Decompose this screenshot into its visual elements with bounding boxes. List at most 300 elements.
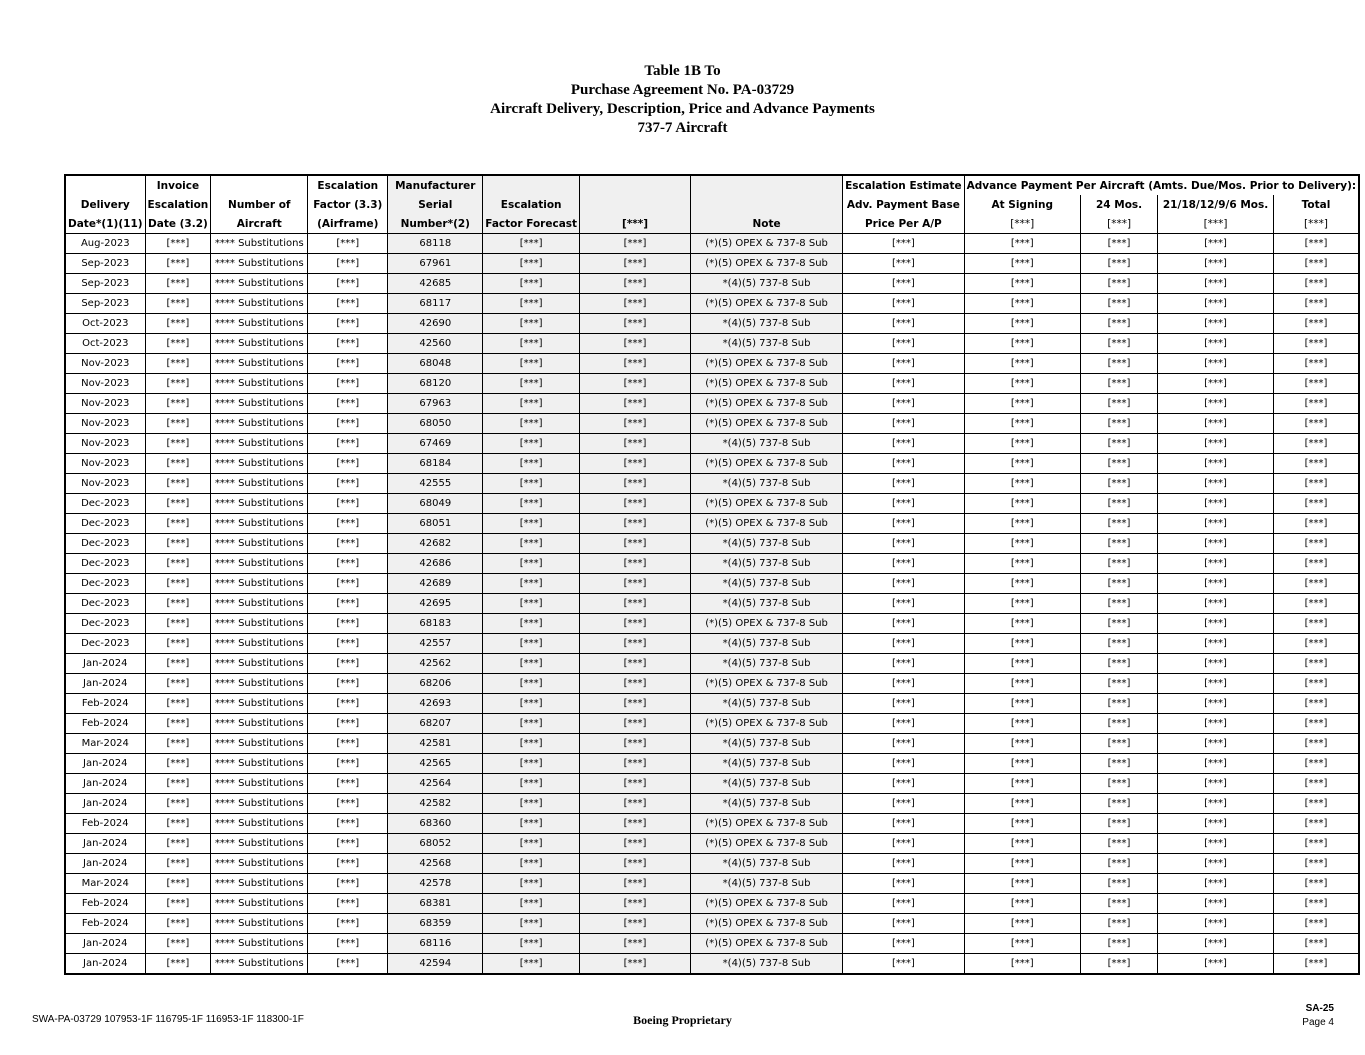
number-of-aircraft-cell: **** Substitutions	[211, 874, 308, 894]
escalation-estimate-cell: [***]	[843, 674, 965, 694]
at-signing-cell: [***]	[964, 414, 1080, 434]
invoice-escalation-cell: [***]	[145, 774, 211, 794]
number-of-aircraft-cell: **** Substitutions	[211, 854, 308, 874]
delivery-date-cell: Mar-2024	[65, 874, 145, 894]
number-of-aircraft-cell: **** Substitutions	[211, 954, 308, 975]
total-cell: [***]	[1273, 914, 1359, 934]
21-18-12-9-6-mos-cell: [***]	[1158, 894, 1274, 914]
escalation-estimate-cell: [***]	[843, 334, 965, 354]
header-factor-3: (Airframe)	[308, 214, 388, 234]
21-18-12-9-6-mos-cell: [***]	[1158, 694, 1274, 714]
invoice-escalation-cell: [***]	[145, 694, 211, 714]
header-row-2	[65, 195, 1359, 214]
escalation-estimate-cell: [***]	[843, 254, 965, 274]
header-serial-3: Number*(2)	[388, 214, 483, 234]
24-mos-cell: [***]	[1080, 954, 1157, 975]
number-of-aircraft-cell: **** Substitutions	[211, 794, 308, 814]
number-of-aircraft-cell: **** Substitutions	[211, 774, 308, 794]
note-cell: (*)(5) OPEX & 737-8 Sub	[691, 934, 843, 954]
invoice-escalation-cell: [***]	[145, 454, 211, 474]
number-of-aircraft-cell: **** Substitutions	[211, 614, 308, 634]
invoice-escalation-cell: [***]	[145, 594, 211, 614]
serial-number-cell: 68360	[388, 814, 483, 834]
delivery-date-cell: Dec-2023	[65, 554, 145, 574]
redacted-cell: [***]	[580, 634, 691, 654]
serial-number-cell: 68184	[388, 454, 483, 474]
at-signing-cell: [***]	[964, 294, 1080, 314]
delivery-date-cell: Mar-2024	[65, 734, 145, 754]
delivery-date-cell: Nov-2023	[65, 374, 145, 394]
table-row	[65, 474, 1359, 494]
escalation-estimate-cell: [***]	[843, 534, 965, 554]
escalation-forecast-cell: [***]	[483, 474, 580, 494]
note-cell: *(4)(5) 737-8 Sub	[691, 774, 843, 794]
escalation-forecast-cell: [***]	[483, 794, 580, 814]
redacted-cell: [***]	[580, 914, 691, 934]
document-title	[0, 62, 1365, 138]
invoice-escalation-cell: [***]	[145, 254, 211, 274]
escalation-estimate-cell: [***]	[843, 854, 965, 874]
escalation-factor-cell: [***]	[308, 434, 388, 454]
21-18-12-9-6-mos-cell: [***]	[1158, 814, 1274, 834]
21-18-12-9-6-mos-cell: [***]	[1158, 234, 1274, 254]
note-cell: *(4)(5) 737-8 Sub	[691, 634, 843, 654]
note-cell: *(4)(5) 737-8 Sub	[691, 854, 843, 874]
21-18-12-9-6-mos-cell: [***]	[1158, 614, 1274, 634]
note-cell: *(4)(5) 737-8 Sub	[691, 954, 843, 975]
header-number-2: Number of	[211, 195, 308, 214]
at-signing-cell: [***]	[964, 474, 1080, 494]
serial-number-cell: 42685	[388, 274, 483, 294]
note-cell: (*)(5) OPEX & 737-8 Sub	[691, 414, 843, 434]
at-signing-cell: [***]	[964, 354, 1080, 374]
invoice-escalation-cell: [***]	[145, 514, 211, 534]
redacted-cell: [***]	[580, 874, 691, 894]
escalation-forecast-cell: [***]	[483, 714, 580, 734]
escalation-factor-cell: [***]	[308, 814, 388, 834]
escalation-estimate-cell: [***]	[843, 874, 965, 894]
escalation-estimate-cell: [***]	[843, 494, 965, 514]
header-21-18-12-9-6-mos-value: [***]	[1158, 214, 1274, 234]
24-mos-cell: [***]	[1080, 454, 1157, 474]
escalation-forecast-cell: [***]	[483, 294, 580, 314]
24-mos-cell: [***]	[1080, 554, 1157, 574]
number-of-aircraft-cell: **** Substitutions	[211, 534, 308, 554]
escalation-estimate-cell: [***]	[843, 274, 965, 294]
at-signing-cell: [***]	[964, 254, 1080, 274]
escalation-factor-cell: [***]	[308, 674, 388, 694]
24-mos-cell: [***]	[1080, 634, 1157, 654]
table-row	[65, 914, 1359, 934]
21-18-12-9-6-mos-cell: [***]	[1158, 254, 1274, 274]
footer-proprietary-label: Boeing Proprietary	[633, 1013, 732, 1027]
invoice-escalation-cell: [***]	[145, 834, 211, 854]
serial-number-cell: 68116	[388, 934, 483, 954]
at-signing-cell: [***]	[964, 334, 1080, 354]
escalation-forecast-cell: [***]	[483, 694, 580, 714]
escalation-factor-cell: [***]	[308, 614, 388, 634]
table-row	[65, 714, 1359, 734]
serial-number-cell: 42581	[388, 734, 483, 754]
escalation-factor-cell: [***]	[308, 294, 388, 314]
number-of-aircraft-cell: **** Substitutions	[211, 634, 308, 654]
invoice-escalation-cell: [***]	[145, 714, 211, 734]
24-mos-cell: [***]	[1080, 374, 1157, 394]
number-of-aircraft-cell: **** Substitutions	[211, 314, 308, 334]
header-21-18-12-9-6-mos: 21/18/12/9/6 Mos.	[1158, 195, 1274, 214]
delivery-date-cell: Jan-2024	[65, 834, 145, 854]
number-of-aircraft-cell: **** Substitutions	[211, 374, 308, 394]
total-cell: [***]	[1273, 754, 1359, 774]
escalation-estimate-cell: [***]	[843, 654, 965, 674]
at-signing-cell: [***]	[964, 434, 1080, 454]
note-cell: *(4)(5) 737-8 Sub	[691, 534, 843, 554]
escalation-estimate-cell: [***]	[843, 414, 965, 434]
serial-number-cell: 42568	[388, 854, 483, 874]
escalation-factor-cell: [***]	[308, 354, 388, 374]
table-row	[65, 534, 1359, 554]
note-cell: *(4)(5) 737-8 Sub	[691, 794, 843, 814]
note-cell: *(4)(5) 737-8 Sub	[691, 274, 843, 294]
redacted-cell: [***]	[580, 754, 691, 774]
note-cell: (*)(5) OPEX & 737-8 Sub	[691, 394, 843, 414]
escalation-factor-cell: [***]	[308, 914, 388, 934]
number-of-aircraft-cell: **** Substitutions	[211, 654, 308, 674]
escalation-forecast-cell: [***]	[483, 454, 580, 474]
24-mos-cell: [***]	[1080, 674, 1157, 694]
escalation-estimate-cell: [***]	[843, 814, 965, 834]
header-forecast-3: Factor Forecast	[483, 214, 580, 234]
redacted-cell: [***]	[580, 854, 691, 874]
redacted-cell: [***]	[580, 474, 691, 494]
at-signing-cell: [***]	[964, 894, 1080, 914]
total-cell: [***]	[1273, 834, 1359, 854]
serial-number-cell: 42686	[388, 554, 483, 574]
total-cell: [***]	[1273, 294, 1359, 314]
21-18-12-9-6-mos-cell: [***]	[1158, 874, 1274, 894]
serial-number-cell: 42582	[388, 794, 483, 814]
note-cell: *(4)(5) 737-8 Sub	[691, 434, 843, 454]
redacted-cell: [***]	[580, 514, 691, 534]
escalation-estimate-cell: [***]	[843, 554, 965, 574]
21-18-12-9-6-mos-cell: [***]	[1158, 374, 1274, 394]
header-redacted-3: [***]	[580, 214, 691, 234]
invoice-escalation-cell: [***]	[145, 754, 211, 774]
at-signing-cell: [***]	[964, 654, 1080, 674]
escalation-factor-cell: [***]	[308, 534, 388, 554]
at-signing-cell: [***]	[964, 614, 1080, 634]
table-row	[65, 414, 1359, 434]
delivery-date-cell: Dec-2023	[65, 494, 145, 514]
escalation-estimate-cell: [***]	[843, 594, 965, 614]
redacted-cell: [***]	[580, 594, 691, 614]
at-signing-cell: [***]	[964, 814, 1080, 834]
delivery-date-cell: Jan-2024	[65, 854, 145, 874]
header-note-2	[691, 195, 843, 214]
redacted-cell: [***]	[580, 454, 691, 474]
number-of-aircraft-cell: **** Substitutions	[211, 274, 308, 294]
redacted-cell: [***]	[580, 334, 691, 354]
at-signing-cell: [***]	[964, 534, 1080, 554]
redacted-cell: [***]	[580, 714, 691, 734]
escalation-estimate-cell: [***]	[843, 394, 965, 414]
delivery-date-cell: Jan-2024	[65, 774, 145, 794]
serial-number-cell: 68117	[388, 294, 483, 314]
header-serial-1: Manufacturer	[388, 175, 483, 195]
escalation-factor-cell: [***]	[308, 254, 388, 274]
redacted-cell: [***]	[580, 314, 691, 334]
invoice-escalation-cell: [***]	[145, 234, 211, 254]
at-signing-cell: [***]	[964, 494, 1080, 514]
number-of-aircraft-cell: **** Substitutions	[211, 894, 308, 914]
escalation-forecast-cell: [***]	[483, 914, 580, 934]
21-18-12-9-6-mos-cell: [***]	[1158, 514, 1274, 534]
table-row	[65, 894, 1359, 914]
delivery-date-cell: Dec-2023	[65, 634, 145, 654]
header-number-1	[211, 175, 308, 195]
invoice-escalation-cell: [***]	[145, 894, 211, 914]
table-row	[65, 694, 1359, 714]
total-cell: [***]	[1273, 954, 1359, 975]
24-mos-cell: [***]	[1080, 914, 1157, 934]
at-signing-cell: [***]	[964, 514, 1080, 534]
21-18-12-9-6-mos-cell: [***]	[1158, 794, 1274, 814]
escalation-factor-cell: [***]	[308, 314, 388, 334]
serial-number-cell: 42578	[388, 874, 483, 894]
24-mos-cell: [***]	[1080, 574, 1157, 594]
table-row	[65, 294, 1359, 314]
escalation-estimate-cell: [***]	[843, 794, 965, 814]
table-row	[65, 594, 1359, 614]
invoice-escalation-cell: [***]	[145, 854, 211, 874]
serial-number-cell: 68183	[388, 614, 483, 634]
24-mos-cell: [***]	[1080, 894, 1157, 914]
note-cell: (*)(5) OPEX & 737-8 Sub	[691, 354, 843, 374]
serial-number-cell: 42682	[388, 534, 483, 554]
delivery-date-cell: Oct-2023	[65, 314, 145, 334]
escalation-forecast-cell: [***]	[483, 634, 580, 654]
header-row-1	[65, 175, 1359, 195]
delivery-date-cell: Nov-2023	[65, 434, 145, 454]
redacted-cell: [***]	[580, 234, 691, 254]
redacted-cell: [***]	[580, 794, 691, 814]
invoice-escalation-cell: [***]	[145, 274, 211, 294]
at-signing-cell: [***]	[964, 914, 1080, 934]
header-note-3: Note	[691, 214, 843, 234]
escalation-estimate-cell: [***]	[843, 514, 965, 534]
21-18-12-9-6-mos-cell: [***]	[1158, 314, 1274, 334]
table-row	[65, 234, 1359, 254]
header-advance-payment-group: Advance Payment Per Aircraft (Amts. Due/Mos. Prior to Delivery):	[964, 175, 1359, 195]
21-18-12-9-6-mos-cell: [***]	[1158, 714, 1274, 734]
header-forecast-2: Escalation	[483, 195, 580, 214]
escalation-factor-cell: [***]	[308, 414, 388, 434]
invoice-escalation-cell: [***]	[145, 814, 211, 834]
delivery-date-cell: Jan-2024	[65, 654, 145, 674]
note-cell: (*)(5) OPEX & 737-8 Sub	[691, 814, 843, 834]
footer-document-reference: SWA-PA-03729 107953-1F 116795-1F 116953-1F 118300-1F	[32, 1014, 304, 1025]
escalation-factor-cell: [***]	[308, 374, 388, 394]
table-row	[65, 794, 1359, 814]
24-mos-cell: [***]	[1080, 254, 1157, 274]
21-18-12-9-6-mos-cell: [***]	[1158, 634, 1274, 654]
total-cell: [***]	[1273, 894, 1359, 914]
invoice-escalation-cell: [***]	[145, 314, 211, 334]
table-row	[65, 754, 1359, 774]
header-factor-2: Factor (3.3)	[308, 195, 388, 214]
escalation-factor-cell: [***]	[308, 514, 388, 534]
table-row	[65, 394, 1359, 414]
at-signing-cell: [***]	[964, 834, 1080, 854]
invoice-escalation-cell: [***]	[145, 474, 211, 494]
escalation-forecast-cell: [***]	[483, 654, 580, 674]
redacted-cell: [***]	[580, 614, 691, 634]
escalation-forecast-cell: [***]	[483, 334, 580, 354]
number-of-aircraft-cell: **** Substitutions	[211, 514, 308, 534]
header-estimate-1: Escalation Estimate	[843, 175, 965, 195]
total-cell: [***]	[1273, 694, 1359, 714]
header-estimate-2: Adv. Payment Base	[843, 195, 965, 214]
escalation-forecast-cell: [***]	[483, 534, 580, 554]
escalation-forecast-cell: [***]	[483, 394, 580, 414]
escalation-forecast-cell: [***]	[483, 674, 580, 694]
delivery-date-cell: Sep-2023	[65, 294, 145, 314]
escalation-factor-cell: [***]	[308, 694, 388, 714]
title-line-3: Aircraft Delivery, Description, Price and Advance Payments	[490, 101, 875, 117]
title-line-1: Table 1B To	[644, 63, 721, 79]
note-cell: *(4)(5) 737-8 Sub	[691, 734, 843, 754]
escalation-factor-cell: [***]	[308, 554, 388, 574]
note-cell: (*)(5) OPEX & 737-8 Sub	[691, 714, 843, 734]
delivery-date-cell: Jan-2024	[65, 954, 145, 975]
delivery-date-cell: Feb-2024	[65, 914, 145, 934]
total-cell: [***]	[1273, 554, 1359, 574]
note-cell: (*)(5) OPEX & 737-8 Sub	[691, 914, 843, 934]
escalation-forecast-cell: [***]	[483, 274, 580, 294]
note-cell: *(4)(5) 737-8 Sub	[691, 654, 843, 674]
total-cell: [***]	[1273, 274, 1359, 294]
header-redacted-2	[580, 195, 691, 214]
24-mos-cell: [***]	[1080, 934, 1157, 954]
24-mos-cell: [***]	[1080, 714, 1157, 734]
number-of-aircraft-cell: **** Substitutions	[211, 714, 308, 734]
escalation-estimate-cell: [***]	[843, 454, 965, 474]
24-mos-cell: [***]	[1080, 794, 1157, 814]
delivery-date-cell: Jan-2024	[65, 794, 145, 814]
escalation-forecast-cell: [***]	[483, 754, 580, 774]
21-18-12-9-6-mos-cell: [***]	[1158, 674, 1274, 694]
delivery-date-cell: Dec-2023	[65, 534, 145, 554]
21-18-12-9-6-mos-cell: [***]	[1158, 854, 1274, 874]
24-mos-cell: [***]	[1080, 334, 1157, 354]
number-of-aircraft-cell: **** Substitutions	[211, 414, 308, 434]
21-18-12-9-6-mos-cell: [***]	[1158, 594, 1274, 614]
escalation-forecast-cell: [***]	[483, 374, 580, 394]
24-mos-cell: [***]	[1080, 614, 1157, 634]
number-of-aircraft-cell: **** Substitutions	[211, 554, 308, 574]
invoice-escalation-cell: [***]	[145, 494, 211, 514]
escalation-forecast-cell: [***]	[483, 514, 580, 534]
redacted-cell: [***]	[580, 654, 691, 674]
note-cell: (*)(5) OPEX & 737-8 Sub	[691, 614, 843, 634]
total-cell: [***]	[1273, 454, 1359, 474]
invoice-escalation-cell: [***]	[145, 354, 211, 374]
escalation-factor-cell: [***]	[308, 494, 388, 514]
header-total: Total	[1273, 195, 1359, 214]
footer-sa-number: SA-25	[1305, 1003, 1334, 1014]
delivery-date-cell: Jan-2024	[65, 934, 145, 954]
delivery-date-cell: Nov-2023	[65, 414, 145, 434]
24-mos-cell: [***]	[1080, 854, 1157, 874]
header-factor-1: Escalation	[308, 175, 388, 195]
number-of-aircraft-cell: **** Substitutions	[211, 814, 308, 834]
note-cell: (*)(5) OPEX & 737-8 Sub	[691, 294, 843, 314]
invoice-escalation-cell: [***]	[145, 874, 211, 894]
serial-number-cell: 67469	[388, 434, 483, 454]
table-row	[65, 374, 1359, 394]
invoice-escalation-cell: [***]	[145, 334, 211, 354]
header-24-mos: 24 Mos.	[1080, 195, 1157, 214]
table-row	[65, 814, 1359, 834]
total-cell: [***]	[1273, 234, 1359, 254]
total-cell: [***]	[1273, 634, 1359, 654]
table-row	[65, 674, 1359, 694]
table-row	[65, 314, 1359, 334]
21-18-12-9-6-mos-cell: [***]	[1158, 394, 1274, 414]
table-row	[65, 514, 1359, 534]
24-mos-cell: [***]	[1080, 694, 1157, 714]
header-forecast-1	[483, 175, 580, 195]
redacted-cell: [***]	[580, 434, 691, 454]
21-18-12-9-6-mos-cell: [***]	[1158, 494, 1274, 514]
escalation-factor-cell: [***]	[308, 714, 388, 734]
at-signing-cell: [***]	[964, 554, 1080, 574]
escalation-estimate-cell: [***]	[843, 314, 965, 334]
note-cell: (*)(5) OPEX & 737-8 Sub	[691, 454, 843, 474]
21-18-12-9-6-mos-cell: [***]	[1158, 474, 1274, 494]
escalation-estimate-cell: [***]	[843, 914, 965, 934]
escalation-forecast-cell: [***]	[483, 354, 580, 374]
total-cell: [***]	[1273, 414, 1359, 434]
table-row	[65, 874, 1359, 894]
escalation-factor-cell: [***]	[308, 594, 388, 614]
24-mos-cell: [***]	[1080, 774, 1157, 794]
number-of-aircraft-cell: **** Substitutions	[211, 494, 308, 514]
table-row	[65, 354, 1359, 374]
total-cell: [***]	[1273, 774, 1359, 794]
total-cell: [***]	[1273, 494, 1359, 514]
footer-page-info	[1302, 1002, 1334, 1030]
escalation-forecast-cell: [***]	[483, 414, 580, 434]
escalation-estimate-cell: [***]	[843, 954, 965, 975]
21-18-12-9-6-mos-cell: [***]	[1158, 734, 1274, 754]
total-cell: [***]	[1273, 574, 1359, 594]
delivery-date-cell: Feb-2024	[65, 814, 145, 834]
table-row	[65, 274, 1359, 294]
24-mos-cell: [***]	[1080, 234, 1157, 254]
note-cell: *(4)(5) 737-8 Sub	[691, 574, 843, 594]
header-invoice-2: Escalation	[145, 195, 211, 214]
redacted-cell: [***]	[580, 894, 691, 914]
number-of-aircraft-cell: **** Substitutions	[211, 934, 308, 954]
escalation-factor-cell: [***]	[308, 954, 388, 975]
redacted-cell: [***]	[580, 934, 691, 954]
escalation-estimate-cell: [***]	[843, 374, 965, 394]
invoice-escalation-cell: [***]	[145, 614, 211, 634]
escalation-forecast-cell: [***]	[483, 434, 580, 454]
table-row	[65, 434, 1359, 454]
invoice-escalation-cell: [***]	[145, 554, 211, 574]
